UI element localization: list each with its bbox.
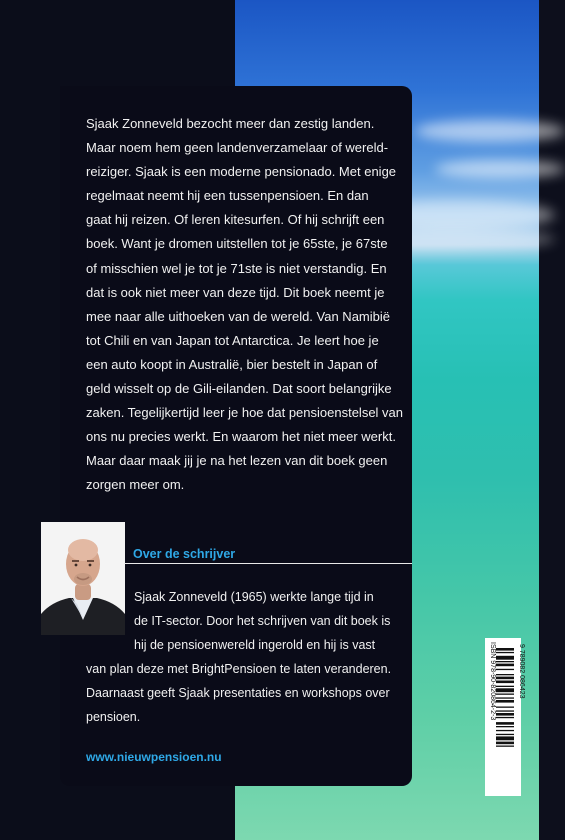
barcode-bar: [496, 746, 514, 747]
blurb-line: regelmaat neemt hij een tussenpensioen. En dan: [86, 188, 369, 204]
about-author-heading: Over de schrijver: [133, 547, 236, 561]
blurb-line: of misschien wel je tot je 71ste is niet verstandig. En: [86, 260, 387, 276]
barcode-bar: [496, 652, 514, 653]
blurb-line: Maar daar maak jij je na het lezen van dit boek geen: [86, 453, 388, 469]
barcode-bar: [496, 713, 514, 716]
heading-divider: [124, 563, 412, 564]
bio-line: van plan deze met BrightPensioen te laten veranderen.: [86, 662, 392, 676]
barcode-bar: [496, 726, 514, 727]
author-bio: [86, 585, 411, 729]
barcode-bar: [496, 677, 514, 680]
barcode-bar: [496, 656, 514, 660]
barcode-bar: [496, 730, 514, 731]
blurb-line: gaat hij reizen. Of leren kitesurfen. Of hij schrijft een: [86, 212, 385, 228]
blurb-line: geld wisselt op de Gili-eilanden. Dat soort belangrijke: [86, 381, 392, 397]
barcode-bar: [496, 700, 514, 703]
barcode-digits: 9 789082 086423: [518, 644, 525, 699]
bio-line: pensioen.: [86, 710, 141, 724]
barcode-bar: [496, 736, 514, 740]
barcode-bar: [496, 661, 514, 662]
bio-line: Daarnaast geeft Sjaak presentaties en workshops over: [86, 686, 390, 700]
bio-line: Sjaak Zonneveld (1965) werkte lange tijd in: [134, 590, 374, 604]
blurb-line: tot Chili en van Japan tot Antarctica. Je leert hoe je: [86, 332, 379, 348]
blurb-line: zorgen meer om.: [86, 477, 185, 493]
barcode-bar: [496, 686, 514, 687]
blurb-line: ons nu precies werkt. En waarom het niet meer werkt.: [86, 429, 396, 445]
back-cover-blurb: [86, 112, 404, 498]
isbn-barcode: [485, 638, 525, 796]
barcode-bar: [496, 697, 514, 698]
isbn-label: ISBN 978-90-820864-2-3: [489, 642, 496, 721]
barcode-bar: [496, 674, 514, 675]
bio-line: hij de pensioenwereld ingerold en hij is vast: [134, 638, 376, 652]
barcode-bar: [496, 669, 514, 670]
barcode-bar: [496, 688, 514, 692]
bio-line: de IT-sector. Door het schrijven van dit boek is: [134, 614, 391, 628]
barcode-bar: [496, 722, 514, 725]
barcode-bar: [496, 681, 514, 684]
barcode-bar: [496, 694, 514, 695]
blurb-line: zaken. Tegelijkertijd leer je hoe dat pensioenstelsel van: [86, 405, 404, 421]
blurb-line: Maar noem hem geen landenverzamelaar of wereld-: [86, 140, 389, 156]
barcode-bar: [496, 734, 514, 735]
blurb-line: boek. Want je dromen uitstellen tot je 65ste, je 67ste: [86, 236, 388, 252]
barcode-bar: [496, 710, 514, 711]
blurb-line: Sjaak Zonneveld bezocht meer dan zestig landen.: [86, 116, 375, 131]
barcode-bar: [496, 717, 514, 718]
blurb-line: mee naar alle uithoeken van de wereld. Van Namibië: [86, 308, 390, 324]
blurb-line: reiziger. Sjaak is een moderne pensionado. Met enige: [86, 164, 397, 180]
blurb-line: dat is ook niet meer van deze tijd. Dit boek neemt je: [86, 284, 385, 300]
website-link[interactable]: www.nieuwpensioen.nu: [86, 750, 222, 764]
barcode-bar: [496, 664, 514, 667]
barcode-bar: [496, 742, 514, 745]
blurb-line: een auto koopt in Australië, bier bestelt in Japan of: [86, 356, 378, 372]
barcode-bar: [496, 707, 514, 708]
barcode-graphic: [485, 638, 525, 796]
barcode-bar: [496, 648, 514, 651]
